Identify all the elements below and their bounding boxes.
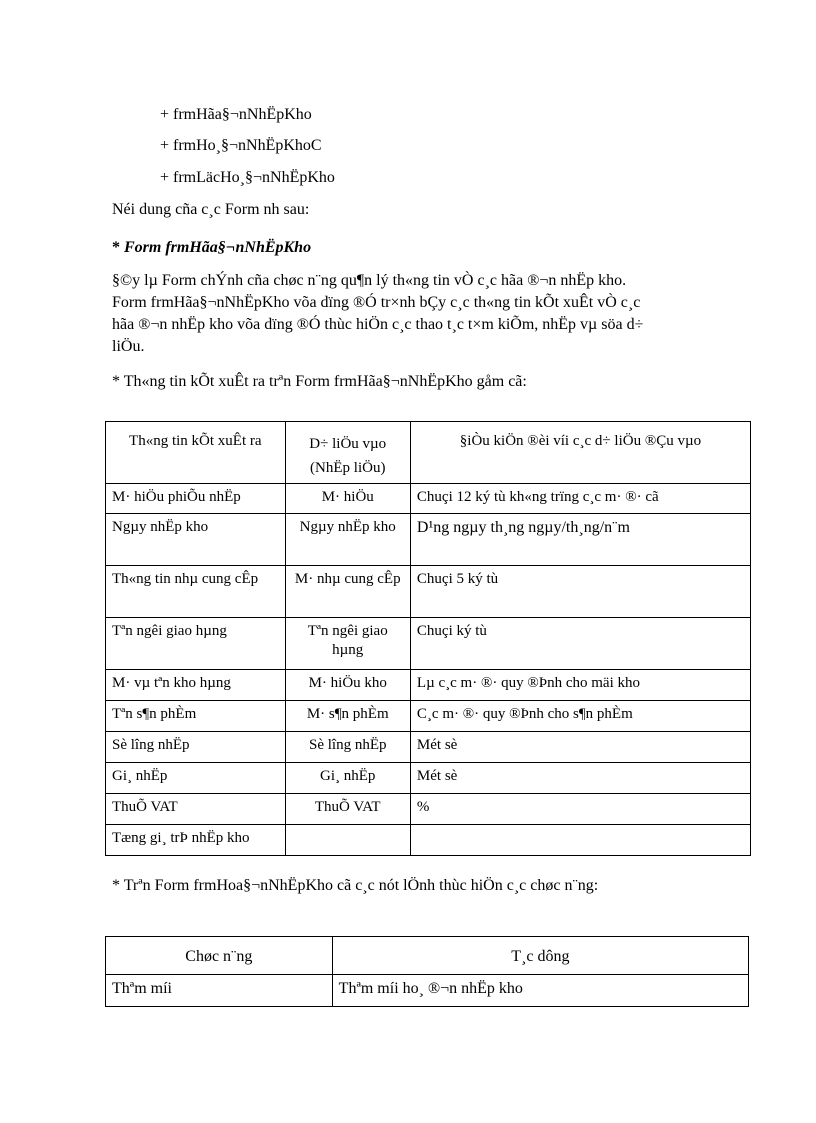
description-line: §©y lµ Form chÝnh cña chøc n¨ng qu¶n lý th«ng tin vÒ c¸c hãa ®¬n nhËp kho. [112, 272, 627, 289]
table-cell: Chuçi 12 ký tù kh«ng trïng c¸c m· ®· cã [410, 484, 750, 514]
table-cell: Ngµy nhËp kho [285, 514, 410, 566]
table-cell: M· hiÖu kho [285, 670, 410, 701]
section-title: Form frmHãa§¬nNhËpKho [124, 239, 312, 256]
table-cell: Tªn s¶n phÈm [106, 701, 286, 732]
table-cell: Gi¸ nhËp [106, 763, 286, 794]
table-cell: Mét sè [410, 732, 750, 763]
bullet-item: + frmLäcHo¸§¬nNhËpKho [160, 169, 335, 186]
table-cell: ThuÕ VAT [285, 794, 410, 825]
header-cell: T¸c dông [332, 937, 748, 975]
table-row [106, 484, 751, 514]
table-cell: Chuçi 5 ký tù [410, 566, 750, 618]
table-cell: Th«ng tin nhµ cung cÊp [106, 566, 286, 618]
table-cell: Ngµy nhËp kho [106, 514, 286, 566]
header-cell: §iÒu kiÖn ®èi víi c¸c d÷ liÖu ®Çu vµo [410, 422, 750, 484]
table-cell: M· nhµ cung cÊp [285, 566, 410, 618]
intro-line: Néi dung cña c¸c Form nh sau: [112, 201, 310, 218]
table-row [106, 701, 751, 732]
table-row [106, 670, 751, 701]
table-row [106, 566, 751, 618]
table-cell: M· s¶n phÈm [285, 701, 410, 732]
bullet-item: + frmHãa§¬nNhËpKho [160, 106, 312, 123]
info-caption: * Th«ng tin kÕt xuÊt ra trªn Form frmHãa§¬nNhËpKho gåm cã: [112, 373, 527, 390]
table-cell: Thªm míi ho¸ ®¬n nhËp kho [332, 975, 748, 1007]
table-row [106, 514, 751, 566]
header-cell: Chøc n¨ng [106, 937, 333, 975]
description-line: liÖu. [112, 338, 145, 355]
table-cell: M· hiÖu phiÕu nhËp [106, 484, 286, 514]
description-line: Form frmHãa§¬nNhËpKho võa dïng ®Ó tr×nh bÇy c¸c th«ng tin kÕt xuÊt vÒ c¸c [112, 294, 641, 311]
table-cell: Chuçi ký tù [410, 618, 750, 670]
table-cell: Tæng gi¸ trÞ nhËp kho [106, 825, 286, 856]
header-cell-line: D÷ liÖu vµo [309, 436, 387, 452]
table-cell: Mét sè [410, 763, 750, 794]
section-heading [112, 238, 311, 258]
table-cell: Thªm míi [106, 975, 333, 1007]
table-cell [285, 825, 410, 856]
table-cell: Sè lîng nhËp [285, 732, 410, 763]
bullet-item: + frmHo¸§¬nNhËpKhoC [160, 137, 322, 154]
table-row [106, 794, 751, 825]
table-cell: Sè lîng nhËp [106, 732, 286, 763]
table-cell: M· vµ tªn kho hµng [106, 670, 286, 701]
header-cell: Th«ng tin kÕt xuÊt ra [106, 422, 286, 484]
table-cell: Tªn ngêi giao hµng [106, 618, 286, 670]
table-row [106, 763, 751, 794]
section-star: * [112, 239, 120, 256]
actions-table [105, 936, 749, 1007]
table-cell: Lµ c¸c m· ®· quy ®Þnh cho mäi kho [410, 670, 750, 701]
table-row [106, 825, 751, 856]
table-cell: Gi¸ nhËp [285, 763, 410, 794]
info-table [105, 421, 751, 856]
table-cell: M· hiÖu [285, 484, 410, 514]
header-cell [285, 422, 410, 484]
description-line: hãa ®¬n nhËp kho võa dïng ®Ó thùc hiÖn c¸c thao t¸c t×m kiÕm, nhËp vµ söa d÷ [112, 316, 644, 333]
table-cell: C¸c m· ®· quy ®Þnh cho s¶n phÈm [410, 701, 750, 732]
table-cell [410, 825, 750, 856]
table-cell: Tªn ngêi giao hµng [285, 618, 410, 670]
table-header-row [106, 422, 751, 484]
actions-caption: * Trªn Form frmHoa§¬nNhËpKho cã c¸c nót lÖnh thùc hiÖn c¸c chøc n¨ng: [112, 877, 599, 894]
table-row [106, 732, 751, 763]
table-row [106, 975, 749, 1007]
table-cell: ThuÕ VAT [106, 794, 286, 825]
table-cell: % [410, 794, 750, 825]
table-cell: D¹ng ngµy th¸ng ngµy/th¸ng/n¨m [410, 514, 750, 566]
table-header-row [106, 937, 749, 975]
description-paragraph [112, 270, 754, 358]
table-row [106, 618, 751, 670]
header-cell-line: (NhËp liÖu) [310, 460, 386, 476]
